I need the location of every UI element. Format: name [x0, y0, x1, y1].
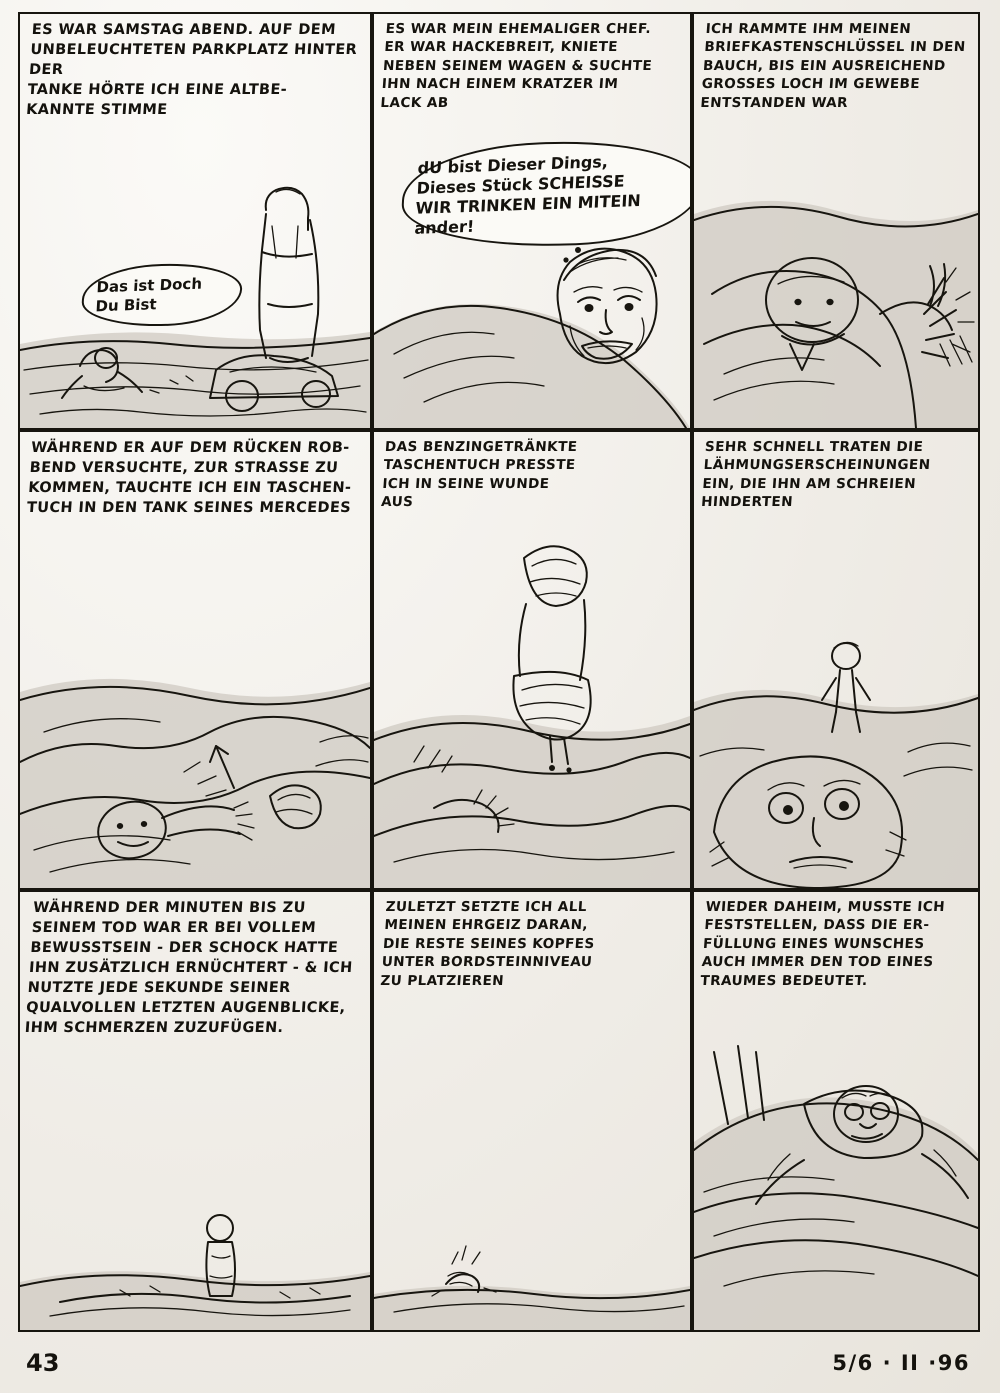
- panel-4-caption: WÄHREND ER AUF DEM RÜCKEN ROB- BEND VERSUCHTE, ZUR STRASSE ZU KOMMEN, TAUCHTE ICH EIN TASCHEN- TUCH IN DEN TANK SEINES MERCEDES: [26, 440, 352, 516]
- panel-row-2: [18, 430, 980, 890]
- panel-2-balloon: dU bist Dieser Dings, Dieses Stück SCHEISSE WIR TRINKEN EIN MITEIN ander!: [399, 137, 692, 252]
- panel-5-caption: DAS BENZINGETRÄNKTE TASCHENTUCH PRESSTE ICH IN SEINE WUNDE AUS: [380, 439, 578, 511]
- panel-3-caption: ICH RAMMTE IHM MEINEN BRIEFKASTENSCHLÜSSEL IN DEN BAUCH, BIS EIN AUSREICHEND GROSSES LOCH IM GEWEBE ENTSTANDEN WAR: [699, 21, 967, 111]
- panel-2: [372, 12, 692, 430]
- panel-1: [18, 12, 372, 430]
- panel-4: [18, 430, 372, 890]
- panel-1-artwork: [20, 14, 370, 428]
- panel-9-caption: WIEDER DAHEIM, MUSSTE ICH FESTSTELLEN, DASS DIE ER- FÜLLUNG EINES WUNSCHES AUCH IMMER DEN TOD EINES TRAUMES BEDEUTET.: [699, 899, 946, 989]
- panel-6: [692, 430, 980, 890]
- panel-5-artwork: [374, 432, 690, 888]
- panel-2-caption: ES WAR MEIN EHEMALIGER CHEF. ER WAR HACKEBREIT, KNIETE NEBEN SEINEM WAGEN & SUCHTE IHN NACH EINEM KRATZER IM LACK AB: [379, 21, 653, 111]
- panel-1-balloon: Das ist Doch Du Bist: [80, 261, 243, 328]
- panel-5: [372, 430, 692, 890]
- panel-row-1: [18, 12, 980, 430]
- page-signature: 5/6 · II ·96: [832, 1351, 970, 1375]
- panel-8-caption: ZULETZT SETZTE ICH ALL MEINEN EHRGEIZ DARAN, DIE RESTE SEINES KOPFES UNTER BORDSTEINNIVEAU ZU PLATZIEREN: [379, 899, 596, 989]
- panel-7-artwork: [20, 892, 370, 1330]
- panel-3-artwork: [694, 14, 978, 428]
- panel-7: [18, 890, 372, 1332]
- panel-6-artwork: [694, 432, 978, 888]
- panel-1-caption: ES WAR SAMSTAG ABEND. AUF DEM UNBELEUCHTETEN PARKPLATZ HINTER DER TANKE HÖRTE ICH EINE ALTBE- KANNTE STIMME: [25, 22, 358, 118]
- panel-6-caption: SEHR SCHNELL TRATEN DIE LÄHMUNGSERSCHEINUNGEN EIN, DIE IHN AM SCHREIEN HINDERTEN: [700, 439, 931, 511]
- page-number: 43: [26, 1349, 60, 1377]
- panel-8: [372, 890, 692, 1332]
- panel-7-caption: WÄHREND DER MINUTEN BIS ZU SEINEM TOD WAR ER BEI VOLLEM BEWUSSTSEIN - DER SCHOCK HATTE IHN ZUSÄTZLICH ERNÜCHTERT - & ICH NUTZTE JEDE SEKUNDE SEINER QUALVOLLEN LETZTEN AUGENBLICKE, IHM SCHMERZEN ZUZUFÜGEN.: [24, 900, 354, 1036]
- panel-row-3: [18, 890, 980, 1332]
- panel-8-artwork: [374, 892, 690, 1330]
- panel-9-artwork: [694, 892, 978, 1330]
- panel-9: [692, 890, 980, 1332]
- panel-grid: [18, 12, 980, 1332]
- panel-3: [692, 12, 980, 430]
- panel-4-artwork: [20, 432, 370, 888]
